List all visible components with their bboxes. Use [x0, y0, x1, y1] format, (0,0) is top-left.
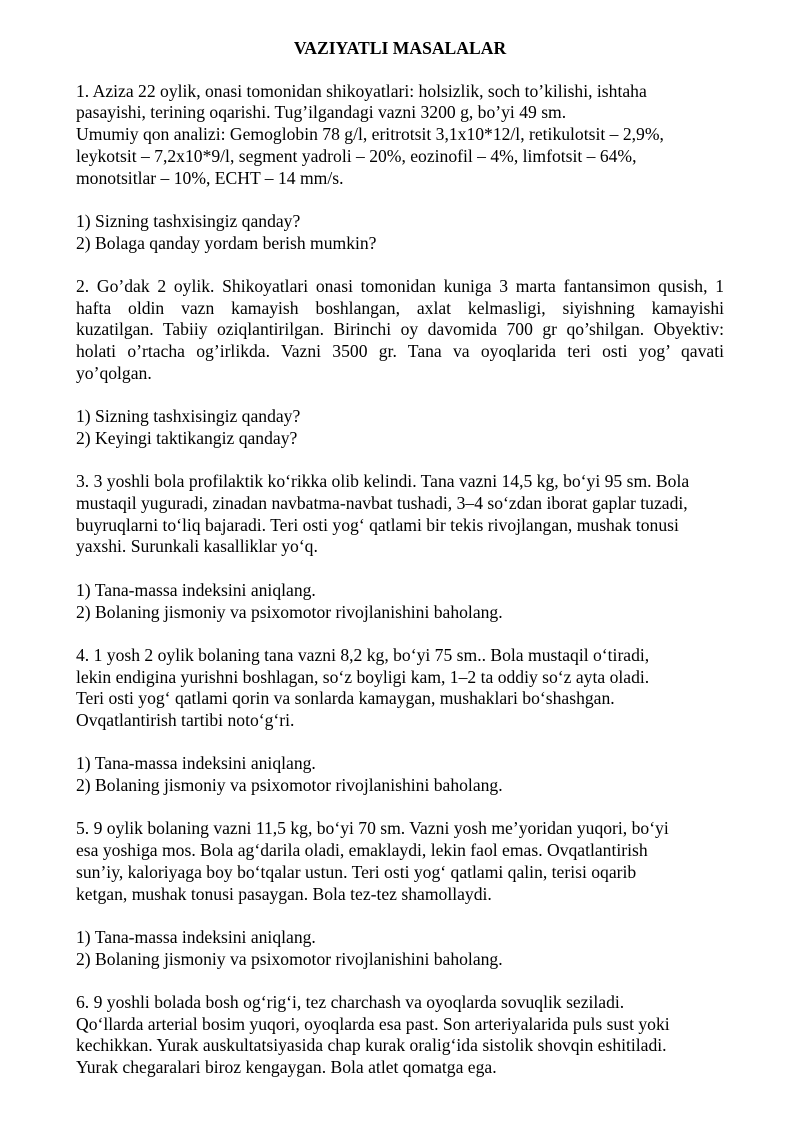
document-page: [76, 38, 724, 1101]
text-line: 1. Aziza 22 oylik, onasi tomonidan shikoyatlari: holsizlik, soch to’kilishi, ishtaha: [76, 80, 647, 101]
problem-6-text: [76, 992, 724, 1079]
problem-1-text: [76, 81, 724, 190]
question-line: 1) Sizning tashxisingiz qanday?: [76, 406, 301, 427]
problem-1-questions: [76, 211, 724, 254]
text-line: 4. 1 yosh 2 oylik bolaning tana vazni 8,2 kg, bo‘yi 75 sm.. Bola mustaqil o‘tiradi,: [76, 644, 650, 665]
text-line: esa yoshiga mos. Bola ag‘darila oladi, emaklaydi, lekin faol emas. Ovqatlantirish: [76, 840, 648, 861]
text-line: 3. 3 yoshli bola profilaktik ko‘rikka olib kelindi. Tana vazni 14,5 kg, bo‘yi 95 sm. Bola: [76, 471, 690, 492]
question-line: 2) Keyingi taktikangiz qanday?: [76, 427, 298, 448]
text-line: buyruqlarni to‘liq bajaradi. Teri osti yog‘ qatlami bir tekis rivojlangan, mushak tonusi: [76, 514, 679, 535]
text-line: 2. Go’dak 2 oylik. Shikoyatlari onasi tomonidan kuniga 3 marta fantansimon qusish, 1: [76, 276, 724, 296]
problem-5-text: [76, 818, 724, 905]
document-title: VAZIYATLI MASALALAR: [293, 38, 507, 58]
text-line: lekin endigina yurishni boshlagan, so‘z boyligi kam, 1–2 ta oddiy so‘z ayta oladi.: [76, 666, 650, 687]
text-line: Yurak chegaralari biroz kengaygan. Bola atlet qomatga ega.: [76, 1057, 497, 1078]
text-line: Umumiy qon analizi: Gemoglobin 78 g/l, eritrotsit 3,1x10*12/l, retikulotsit – 2,9%,: [76, 124, 664, 145]
text-line: yo’qolgan.: [76, 362, 152, 383]
question-line: 2) Bolaning jismoniy va psixomotor rivojlanishini baholang.: [76, 948, 503, 969]
question-line: 1) Tana-massa indeksini aniqlang.: [76, 579, 316, 600]
text-line: Teri osti yog‘ qatlami qorin va sonlarda kamaygan, mushaklari bo‘shashgan.: [76, 688, 615, 709]
text-line: sun’iy, kaloriyaga boy bo‘tqalar ustun. Teri osti yog‘ qatlami qalin, terisi oqarib: [76, 861, 637, 882]
question-line: 1) Tana-massa indeksini aniqlang.: [76, 753, 316, 774]
question-line: 2) Bolaning jismoniy va psixomotor rivojlanishini baholang.: [76, 601, 503, 622]
problem-3-text: [76, 471, 724, 558]
text-line: Ovqatlantirish tartibi noto‘g‘ri.: [76, 710, 295, 730]
text-line: holati o’rtacha og’irlikda. Vazni 3500 gr. Tana va oyoqlarida teri osti yog’ qavati: [76, 341, 724, 362]
text-line: 5. 9 oylik bolaning vazni 11,5 kg, bo‘yi 70 sm. Vazni yosh me’yoridan yuqori, bo‘yi: [76, 818, 669, 839]
text-line: kechikkan. Yurak auskultatsiyasida chap kurak oralig‘ida sistolik shovqin eshitiladi.: [76, 1035, 667, 1056]
problem-5-questions: [76, 927, 724, 970]
question-line: 2) Bolaga qanday yordam berish mumkin?: [76, 232, 377, 253]
text-line: pasayishi, terining oqarishi. Tug’ilgandagi vazni 3200 g, bo’yi 49 sm.: [76, 102, 567, 123]
question-line: 1) Sizning tashxisingiz qanday?: [76, 210, 301, 231]
text-line: ketgan, mushak tonusi pasaygan. Bola tez-tez shamollaydi.: [76, 883, 492, 904]
problem-4-text: [76, 645, 724, 732]
text-line: yaxshi. Surunkali kasalliklar yo‘q.: [76, 536, 318, 557]
text-line: monotsitlar – 10%, ECHT – 14 mm/s.: [76, 167, 344, 188]
text-line: Qo‘llarda arterial bosim yuqori, oyoqlarda esa past. Son arteriyalarida puls sust yoki: [76, 1013, 670, 1034]
text-line: hafta oldin vazn kamayish boshlangan, axlat kelmasligi, siyishning kamayishi: [76, 297, 724, 318]
problem-2-questions: [76, 406, 724, 449]
question-line: 2) Bolaning jismoniy va psixomotor rivojlanishini baholang.: [76, 775, 503, 796]
problem-3-questions: [76, 580, 724, 623]
question-line: 1) Tana-massa indeksini aniqlang.: [76, 926, 316, 947]
text-line: kuzatilgan. Tabiiy oziqlantirilgan. Birinchi oy davomida 700 gr qo’shilgan. Obyektiv:: [76, 319, 724, 340]
problem-4-questions: [76, 753, 724, 796]
problem-2-text: [76, 276, 724, 385]
text-line: mustaqil yuguradi, zinadan navbatma-navbat tushadi, 3–4 so‘zdan iborat gaplar tuzadi,: [76, 493, 688, 513]
text-line: leykotsit – 7,2x10*9/l, segment yadroli – 20%, eozinofil – 4%, limfotsit – 64%,: [76, 145, 637, 166]
text-line: 6. 9 yoshli bolada bosh og‘rig‘i, tez charchash va oyoqlarda sovuqlik seziladi.: [76, 992, 625, 1013]
